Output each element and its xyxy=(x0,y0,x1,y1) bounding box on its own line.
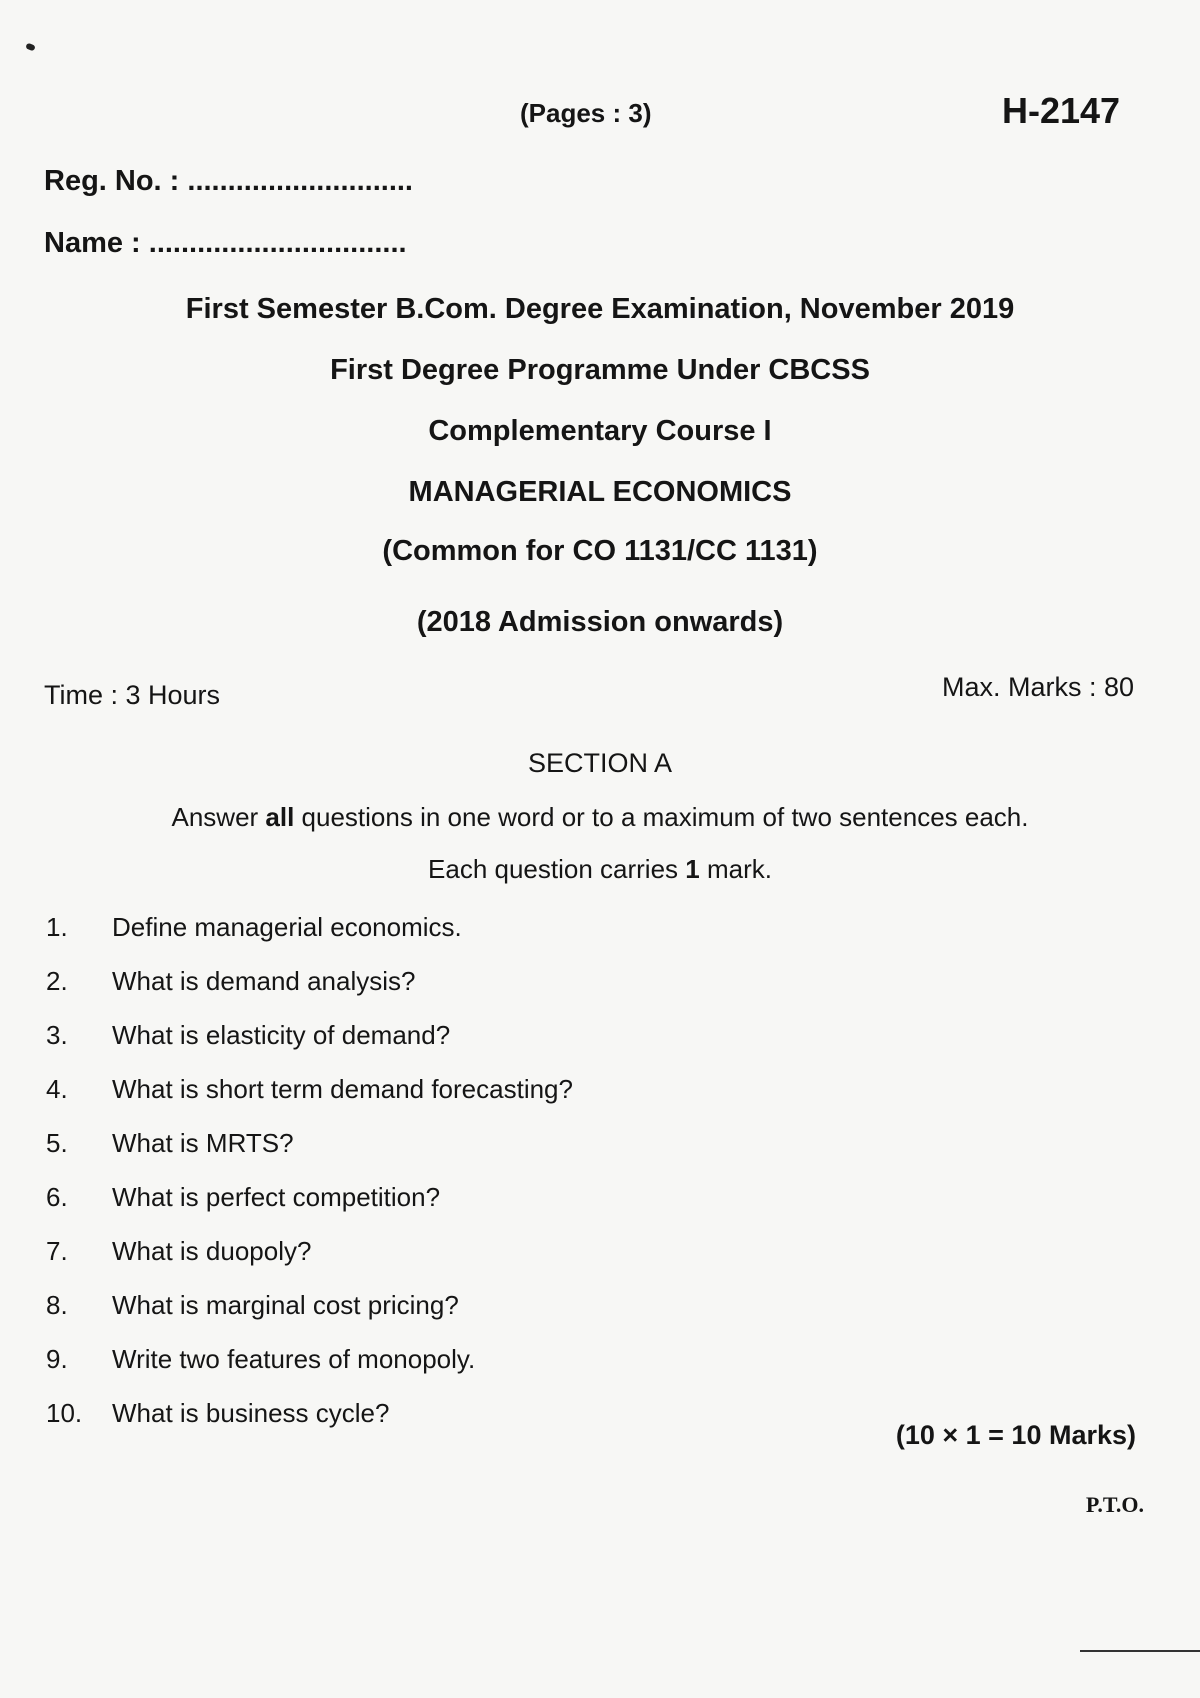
max-marks: Max. Marks : 80 xyxy=(941,672,1134,702)
question-number: 2. xyxy=(46,966,68,996)
scan-speck xyxy=(25,43,36,52)
question-item xyxy=(46,1020,450,1056)
carries-pre: Each question carries xyxy=(428,854,686,884)
question-text: What is MRTS? xyxy=(112,1128,294,1158)
question-text: What is perfect competition? xyxy=(112,1182,441,1212)
paper-code: H-2147 xyxy=(1002,90,1121,131)
pto-note: P.T.O. xyxy=(1085,1492,1144,1517)
question-item xyxy=(46,1074,573,1110)
question-text: What is elasticity of demand? xyxy=(112,1020,451,1050)
question-number: 10. xyxy=(46,1398,83,1428)
question-item xyxy=(46,1236,311,1272)
question-item xyxy=(46,1182,440,1218)
question-text: Write two features of monopoly. xyxy=(112,1344,476,1374)
course-title: Complementary Course I xyxy=(428,415,772,447)
time-allowed: Time : 3 Hours xyxy=(44,680,221,710)
question-number: 1. xyxy=(46,912,68,942)
question-item xyxy=(46,1128,294,1164)
question-item xyxy=(46,1290,459,1326)
question-number: 6. xyxy=(46,1182,68,1212)
question-item xyxy=(46,1398,389,1434)
question-text: Define managerial economics. xyxy=(112,912,462,942)
instruction-line xyxy=(0,802,1200,833)
question-text: What is demand analysis? xyxy=(112,966,416,996)
question-text: What is business cycle? xyxy=(112,1398,390,1428)
carries-post: mark. xyxy=(699,854,772,884)
question-number: 9. xyxy=(46,1344,68,1374)
question-item xyxy=(46,1344,475,1380)
question-text: What is marginal cost pricing? xyxy=(112,1290,459,1320)
instruction-post: questions in one word or to a maximum of two sentences each. xyxy=(294,802,1029,832)
carries-bold: 1 xyxy=(685,854,700,884)
question-item xyxy=(46,966,415,1002)
question-number: 5. xyxy=(46,1128,68,1158)
subject-title: MANAGERIAL ECONOMICS xyxy=(408,476,792,508)
common-code: (Common for CO 1131/CC 1131) xyxy=(382,535,818,567)
question-number: 7. xyxy=(46,1236,68,1266)
page-edge-line xyxy=(1080,1650,1200,1652)
pages-count: (Pages : 3) xyxy=(520,98,652,128)
question-item xyxy=(46,912,462,948)
marks-summary: (10 × 1 = 10 Marks) xyxy=(895,1420,1136,1450)
question-text: What is short term demand forecasting? xyxy=(112,1074,573,1104)
name-field: Name : ................................ xyxy=(44,227,407,259)
instruction-bold: all xyxy=(265,802,295,832)
question-text: What is duopoly? xyxy=(112,1236,312,1266)
reg-no-field: Reg. No. : ............................ xyxy=(44,165,413,197)
admission-note: (2018 Admission onwards) xyxy=(416,606,784,638)
question-number: 4. xyxy=(46,1074,68,1104)
section-heading: SECTION A xyxy=(527,748,673,778)
marks-per-question xyxy=(0,854,1200,885)
exam-title: First Semester B.Com. Degree Examination, November 2019 xyxy=(185,293,1015,325)
question-number: 8. xyxy=(46,1290,68,1320)
instruction-pre: Answer xyxy=(171,802,266,832)
programme-title: First Degree Programme Under CBCSS xyxy=(330,354,870,386)
question-number: 3. xyxy=(46,1020,68,1050)
